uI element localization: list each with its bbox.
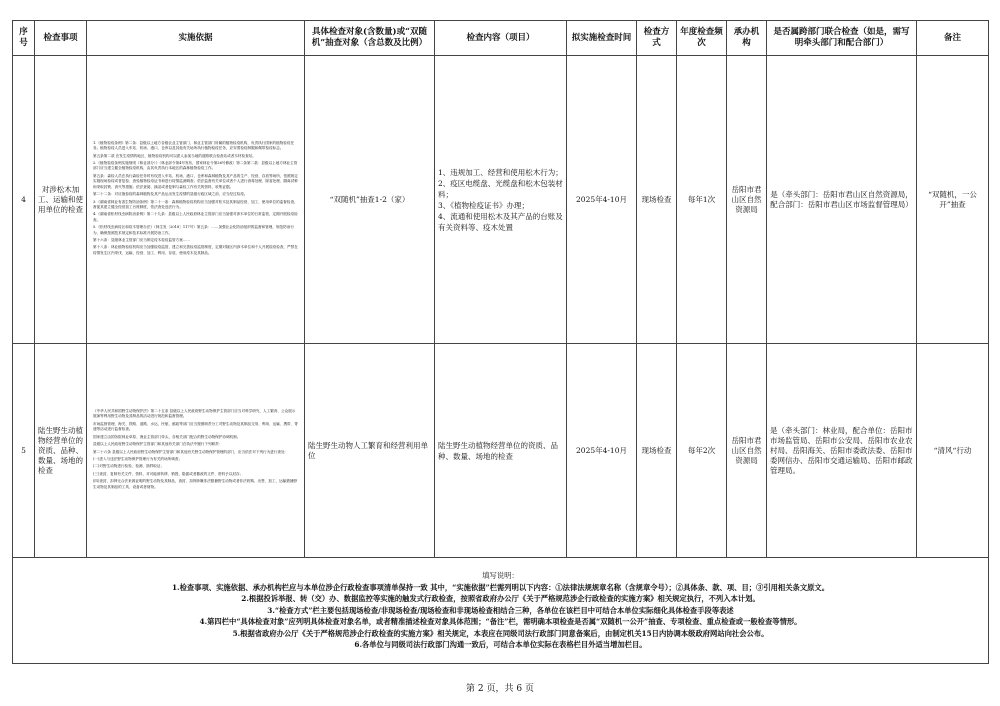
header-organization: 承办机构 [727,21,767,56]
inspection-time: 2025年4-10月 [567,344,637,558]
inspection-item: 陆生野生动植物经营单位的资质、品种、数量、场地的检查 [35,344,87,558]
basis-paragraph: 2.《植物检疫条例实施细则（林业部分）》（林业部令第4号发布，国家林业令第26号修改）第二条第二款：县级以上地方林业主管部门应当建立健全植物检疫机构，由其负责执行本地区的森林植物检疫工作。 [93,161,298,171]
filling-instructions [13,558,989,664]
header-joint-inspection: 是否属跨部门联合检查（如是，需写明牵头部门和配合部门） [767,21,917,56]
basis-paragraph: 第十八条：林业植物检疫机构应当加强检疫监管，建立和完善检疫监管制度，定期对辖区内涉木单位和个人开展检疫检查，严禁在疫情发生区内采伐、运输、经营、加工、利用、存放、使用疫木及其制品。 [93,245,298,255]
basis-paragraph: (二)对野生动物进行检验、检测、抽样取证； [93,464,165,469]
implementation-basis [87,56,305,344]
header-remark: 备注 [917,21,989,56]
header-method: 检查方式 [637,21,677,56]
header-no: 序号 [13,21,35,56]
inspection-frequency: 每年2次 [677,344,727,558]
basis-paragraph: 《中华人民共和国野生动物保护法》第二十五条 县级以上人民政府野生动物保护主管部门应当对科学研究、人工繁育、公众展示展演等利用野生动物及其制品的活动进行规范和监督管理。 [93,409,296,419]
notes-row [13,558,989,664]
header-time: 拟实施检查时间 [567,21,637,56]
basis-paragraph: 第五条第二款 在发生疫情的地区，植物检疫机构可以派人参加当地的道路联合检查站或者木材检查站。 [93,153,256,158]
basis-paragraph: 1.《植物检疫条例》第二条：县级以上地方各级农业主管部门、林业主管部门所属的植物检疫机构，负责执行国家的植物检疫任务。植物检疫人员进入车站、机场、港口、仓库以及其他有关场所执行植物检疫任务，应穿着检疫制服和佩带检疫标志。 [93,140,295,151]
content-line: 3、《植物检疫证书》办理； [438,200,530,210]
header-item: 检查事项 [35,21,87,56]
joint-inspection: 是（牵头部门：林业局，配合单位：岳阳市市场监管局、岳阳市公安局、岳阳市农业农村局、岳阳海关、岳阳市委政法委、岳阳市委网信办、岳阳市交通运输局、岳阳市邮政管理局。 [767,344,917,558]
inspection-method: 现场检查 [637,56,677,344]
table-row [13,344,989,558]
header-target: 具体检查对象(含数量)或“双随机”抽查对象（含总数及比例） [305,21,435,56]
joint-inspection: 是（牵头部门：岳阳市君山区自然资源局，配合部门：岳阳市君山区市场监督管理局） [767,56,917,344]
basis-paragraph: 第二十六条 县级以上人民政府野生动物保护主管部门和其他有关野生动物保护管理的部门，应当依法对下列行为进行查处： [93,449,289,454]
basis-paragraph: 第五条：森检人员在执行森检任务时有权进入车站、机场、港口、仓库和森林植物及其产品的生产、经营、存放等场所，依照规定实施现场检疫或者复检、查验植物检疫证书和进行疫情监测调查；依法监督有关单位或者个人进行消毒处理、除害处理、隔离试种和采取封锁、消灭等措施；依法查阅、摘录或者复制与森检工作有关的资料，收集证据。 [93,173,298,189]
inspection-method: 现场检查 [637,344,677,558]
inspection-content [435,56,567,344]
inspection-target: “双随机”抽查1-2（家） [305,56,435,344]
header-basis: 实施依据 [87,21,305,56]
remark: “双随机，一公开”抽查 [917,56,989,344]
header-row [13,21,989,56]
inspection-item: 对涉松木加工、运输和使用单位的检查 [35,56,87,344]
content-line: 陆生野生动植物经营单位的资质、品种、数量、场地的检查 [438,440,558,461]
inspection-plan-table [12,20,989,664]
inspection-plan-sheet [12,20,988,664]
content-line: 4、流通和使用松木及其产品的台账及有关资料等、疫木处置 [438,211,563,232]
content-line: 1、违规加工、经营和使用松木行为； [438,167,563,177]
notes-title: 填写说明： [482,571,519,581]
basis-paragraph: 国家建立由国务院林业草原、渔业主管部门牵头，各相关部门配合的野生动物保护协调机制。 [93,434,241,439]
basis-paragraph: (三)查封、复制有关文件、资料，对可能被转移、销毁、隐匿或者篡改的文件、资料予以封存； [93,471,244,476]
basis-paragraph: (四)查封、扣押无合法来源证明的野生动物及其制品，查封、扣押涉嫌非法猎捕野生动物或者非法收购、出售、加工、运输猎捕野生动物及其制品的工具、设备或者财物。 [93,479,298,489]
basis-paragraph: 第十六条：县级林业主管部门应当制定疫木检疫监管方案…… [93,237,191,242]
row-number: 5 [13,344,35,558]
content-line: 2、疫区电缆盘、光缆盘和松木包装材料； [438,178,563,199]
basis-paragraph: 5.《松材线虫病疫区和疫木管理办法》（林生发〔2018〕117号）第五条：……加强社会化防治组织的监督和管理，规范防治行为，确保按照技术规定和技术标准开展防治工作。 [93,225,294,235]
organization: 岳阳市君山区自然资源局 [727,344,767,558]
notes-line: 5.根据省政府办公厅《关于严格规范涉企行政检查的实施方案》相关规定，本表应在同级司法行政部门同意备案后，由制定机关15日内协调本级政府网站向社会公布。 [232,628,769,638]
notes-line: 2.根据投诉举报、转（交）办、数据监控等实施的触发式行政检查，按照省政府办公厅《关于严格规范涉企行政检查的实施方案》相关规定执行，不列入本计划。 [241,594,760,604]
inspection-content [435,344,567,558]
header-frequency: 年度检查频次 [677,21,727,56]
notes-line: 3.“检查方式”栏主要包括现场检查/非现场检查/现场检查和非现场检查相结合三种，各单位在该栏目中可结合本单位实际细化具体检查手段等表述 [267,605,734,615]
organization: 岳阳市君山区自然资源局 [727,56,767,344]
basis-paragraph: (一)进入与违法野生动物保护管理行为有关的场所调查； [93,456,183,461]
basis-paragraph: 第二十二条：对应施检疫的森林植物及其产品运出发生疫情的县级行政区域之前，应当经过检疫。 [93,192,248,197]
remark: “清风“行动 [917,344,989,558]
row-number: 4 [13,56,35,344]
basis-paragraph: 县级以上人民政府野生动物保护主管部门和其他有关部门在执法中履行下列职责： [93,442,223,447]
basis-paragraph: 市场监督管理、海关、铁路、道路、水运、民航、邮政等部门应当按照职责分工对野生动物及其制品交易、利用、运输、携带、寄递等活动进行监督检查。 [93,421,298,432]
notes-line: 1.检查事项、实施依据、承办机构栏应与本单位涉企行政检查事项清单保持一致 其中，“实施依据”栏需列明以下内容：①法律法规规章名称（含规章令号）；②具体条、款、项、目；③引用相关条文原文。 [171,582,830,592]
basis-paragraph: 3.《湖南省林业有害生物防治条例》第二十一条：森林植物检疫机构应当加强对松木及其制品经营、加工、使用单位的监督检查，督促其建立健全经营加工台账制度，依法查处违法行为。 [93,199,298,209]
inspection-frequency: 每年1次 [677,56,727,344]
inspection-time: 2025年4-10月 [567,56,637,344]
table-row [13,56,989,344]
implementation-basis [87,344,305,558]
page-number: 第 2 页，共 6 页 [466,684,534,694]
notes-line: 6.各单位与同级司法行政部门沟通一致后，可结合本单位实际在表格栏目外适当增加栏目。 [354,640,647,650]
header-content: 检查内容（项目） [435,21,567,56]
basis-paragraph: 4.《湖南省松材线虫病防治条例》第二十九条：县级以上人民政府林业主管部门应当加强对涉木单位的日常监管，定期开展检疫检查。 [93,212,298,222]
inspection-target: 陆生野生动物人工繁育和经营利用单位 [305,344,435,558]
notes-line: 4.第四栏中“具体检查对象”应列明具体检查对象名单，或者精准描述检查对象具体范围；“备注”栏，需明确本项检查是否属“双随机一公开”抽查、专项检查、重点检查或一般检查等情形。 [199,617,802,627]
